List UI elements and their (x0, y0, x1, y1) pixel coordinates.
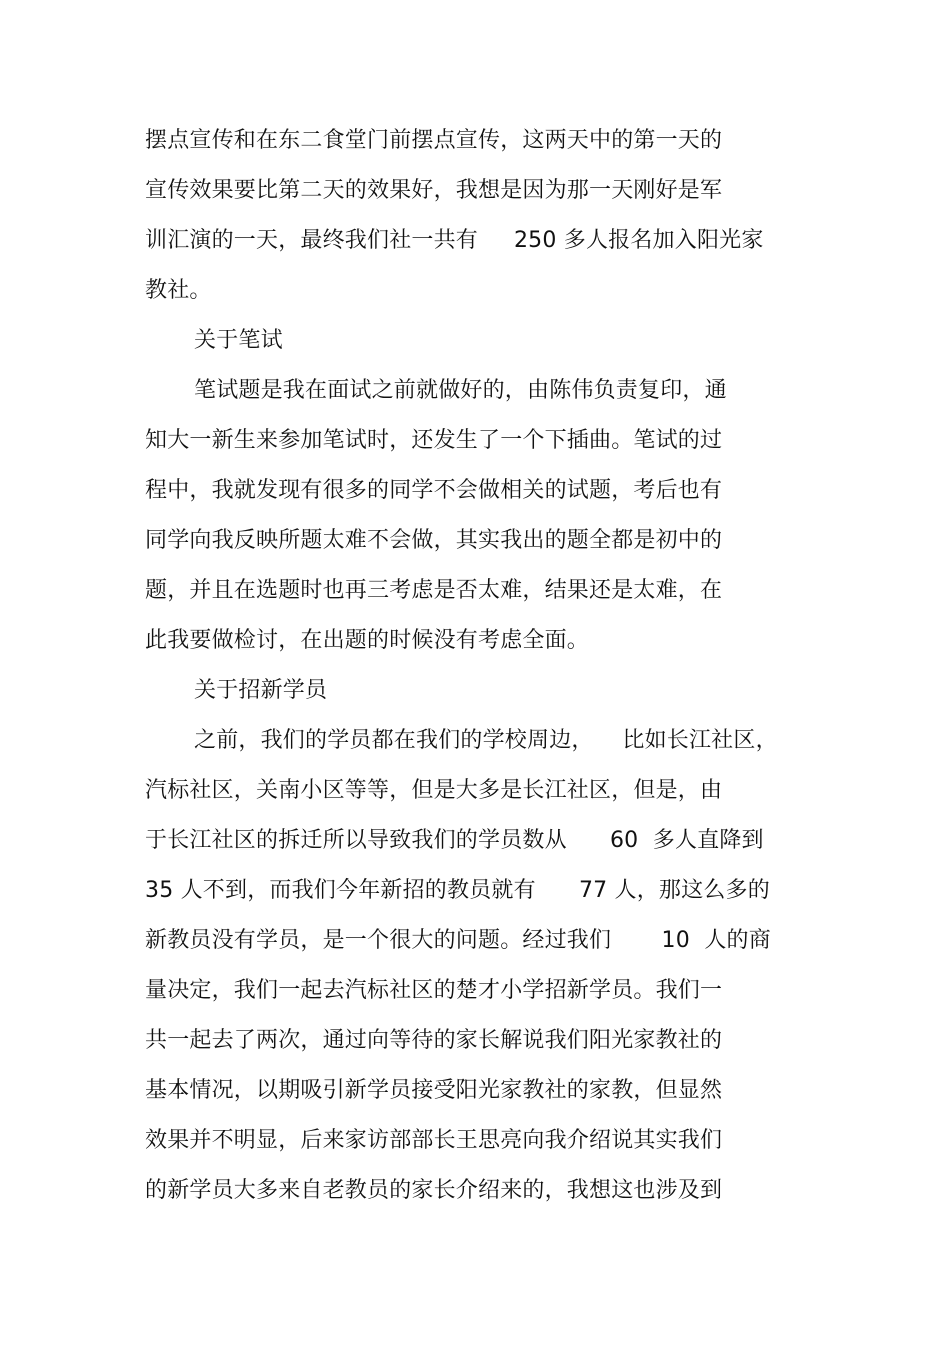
paragraph-line: 训汇演的一天，最终我们社一共有 250 多人报名加入阳光家 (145, 228, 764, 253)
paragraph-line: 知大一新生来参加笔试时，还发生了一个下插曲。笔试的过 (145, 428, 723, 453)
paragraph-line: 教社。 (145, 278, 212, 303)
paragraph-line: 笔试题是我在面试之前就做好的，由陈伟负责复印，通 (194, 378, 727, 403)
paragraph-line: 共一起去了两次，通过向等待的家长解说我们阳光家教社的 (145, 1028, 723, 1053)
paragraph-line: 之前，我们的学员都在我们的学校周边， 比如长江社区， (194, 728, 778, 753)
paragraph-line: 量决定，我们一起去汽标社区的楚才小学招新学员。我们一 (145, 978, 723, 1003)
section-heading-written-test: 关于笔试 (194, 328, 283, 353)
paragraph-line: 程中，我就发现有很多的同学不会做相关的试题，考后也有 (145, 478, 723, 503)
paragraph-line: 35 人不到，而我们今年新招的教员就有 77 人，那这么多的 (145, 878, 770, 903)
paragraph-line: 宣传效果要比第二天的效果好，我想是因为那一天刚好是军 (145, 178, 723, 203)
paragraph-line: 于长江社区的拆迁所以导致我们的学员数从 60 多人直降到 (145, 828, 764, 853)
paragraph-line: 汽标社区，关南小区等等，但是大多是长江社区，但是，由 (145, 778, 723, 803)
paragraph-line: 此我要做检讨，在出题的时候没有考虑全面。 (145, 628, 590, 653)
paragraph-line: 基本情况，以期吸引新学员接受阳光家教社的家教，但显然 (145, 1078, 723, 1103)
paragraph-line: 效果并不明显，后来家访部部长王思亮向我介绍说其实我们 (145, 1128, 723, 1153)
section-heading-recruit-students: 关于招新学员 (194, 678, 328, 703)
paragraph-line: 新教员没有学员，是一个很大的问题。经过我们 10 人的商 (145, 928, 771, 953)
paragraph-line: 摆点宣传和在东二食堂门前摆点宣传，这两天中的第一天的 (145, 128, 723, 153)
paragraph-line: 同学向我反映所题太难不会做，其实我出的题全都是初中的 (145, 528, 723, 553)
paragraph-line: 的新学员大多来自老教员的家长介绍来的，我想这也涉及到 (145, 1178, 723, 1203)
paragraph-line: 题，并且在选题时也再三考虑是否太难，结果还是太难，在 (145, 578, 723, 603)
